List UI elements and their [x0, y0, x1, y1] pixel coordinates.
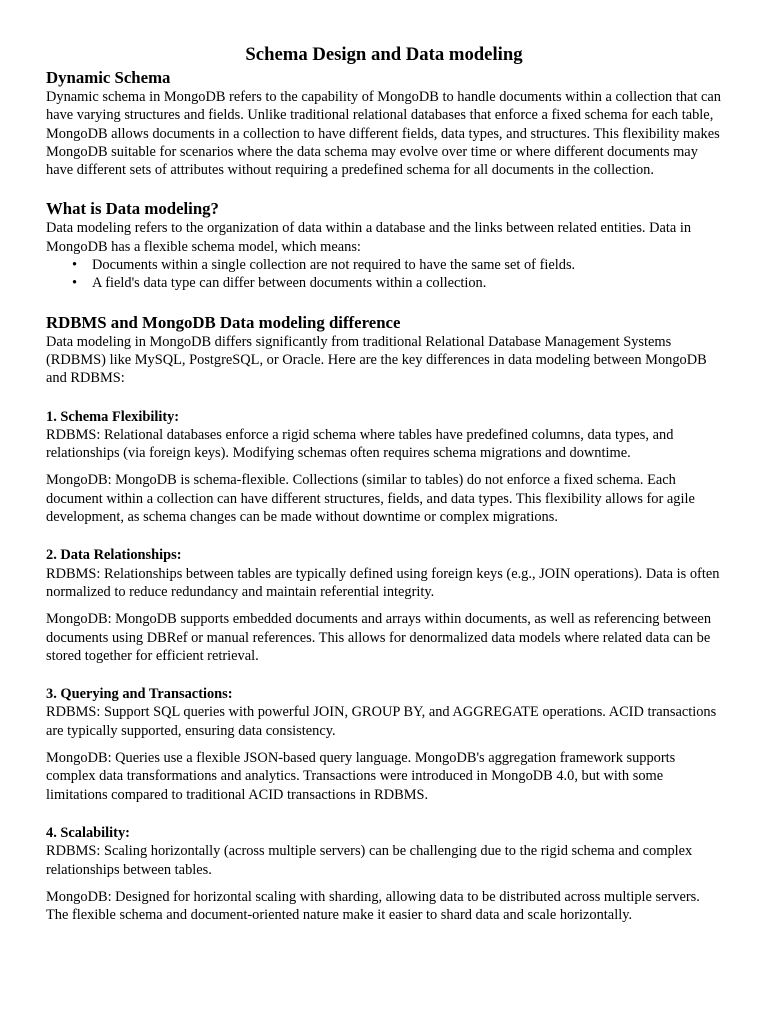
dynamic-schema-paragraph: Dynamic schema in MongoDB refers to the capability of MongoDB to handle documents within a collection that can have varying structures and fields. Unlike traditional relational databases that enforce a fixed schema for each table, MongoDB allows documents in a collection to have different fields, data types, and structures. This flexibility makes MongoDB suitable for scenarios where the data schema may evolve over time or where different documents may have different sets of attributes without requiring a predefined schema for all documents in the collection. [46, 89, 721, 179]
data-modeling-bullet-list [46, 256, 722, 293]
scalability-rdbms: RDBMS: Scaling horizontally (across multiple servers) can be challenging due to the rigid schema and complex relationships between tables. [46, 843, 693, 878]
bullet-item: • A field's data type can differ between documents within a collection. [92, 274, 722, 292]
page-title: Schema Design and Data modeling [245, 44, 523, 65]
data-relationships-heading: 2. Data Relationships: [46, 547, 182, 564]
dynamic-schema-heading: Dynamic Schema [46, 68, 171, 87]
data-relationships-rdbms: RDBMS: Relationships between tables are typically defined using foreign keys (e.g., JOIN operations). Data is often normalized to reduce redundancy and maintain referential integrity. [46, 565, 720, 600]
querying-transactions-rdbms: RDBMS: Support SQL queries with powerful JOIN, GROUP BY, and AGGREGATE operations. ACID transactions are typically supported, ensuring data consistency. [46, 704, 717, 739]
difference-intro: Data modeling in MongoDB differs significantly from traditional Relational Database Management Systems (RDBMS) like MySQL, PostgreSQL, or Oracle. Here are the key differences in data modeling between MongoDB and RDBMS: [46, 333, 707, 387]
schema-flexibility-mongodb: MongoDB: MongoDB is schema-flexible. Collections (similar to tables) do not enforce a fixed schema. Each document within a collection can have different structures, fields, and data types. This flexibility allows for agile development, as schema changes can be made without downtime or complex migrations. [46, 472, 695, 526]
querying-transactions-mongodb: MongoDB: Queries use a flexible JSON-based query language. MongoDB's aggregation framework supports complex data transformations and analytics. Transactions were introduced in MongoDB 4.0, but with some limitations compared to traditional ACID transactions in RDBMS. [46, 750, 676, 803]
data-modeling-heading: What is Data modeling? [46, 199, 219, 219]
difference-heading: RDBMS and MongoDB Data modeling difference [46, 312, 401, 332]
scalability-mongodb: MongoDB: Designed for horizontal scaling with sharding, allowing data to be distributed across multiple servers. The flexible schema and document-oriented nature make it easier to shard data and scale horizontally. [46, 888, 700, 924]
data-relationships-mongodb: MongoDB: MongoDB supports embedded documents and arrays within documents, as well as referencing between documents using DBRef or manual references. This allows for denormalized data models where related data can be stored together for efficient retrieval. [46, 611, 712, 664]
data-modeling-intro: Data modeling refers to the organization of data within a database and the links between related entities. Data in MongoDB has a flexible schema model, which means: [46, 220, 692, 255]
schema-flexibility-heading: 1. Schema Flexibility: [46, 408, 180, 425]
bullet-item: • Documents within a single collection are not required to have the same set of fields. [92, 256, 722, 274]
querying-transactions-heading: 3. Querying and Transactions: [46, 686, 233, 703]
schema-flexibility-rdbms: RDBMS: Relational databases enforce a rigid schema where tables have predefined columns, data types, and relationships (via foreign keys). Modifying schemas often requires schema migrations and downtime. [46, 426, 674, 462]
scalability-heading: 4. Scalability: [46, 824, 130, 841]
